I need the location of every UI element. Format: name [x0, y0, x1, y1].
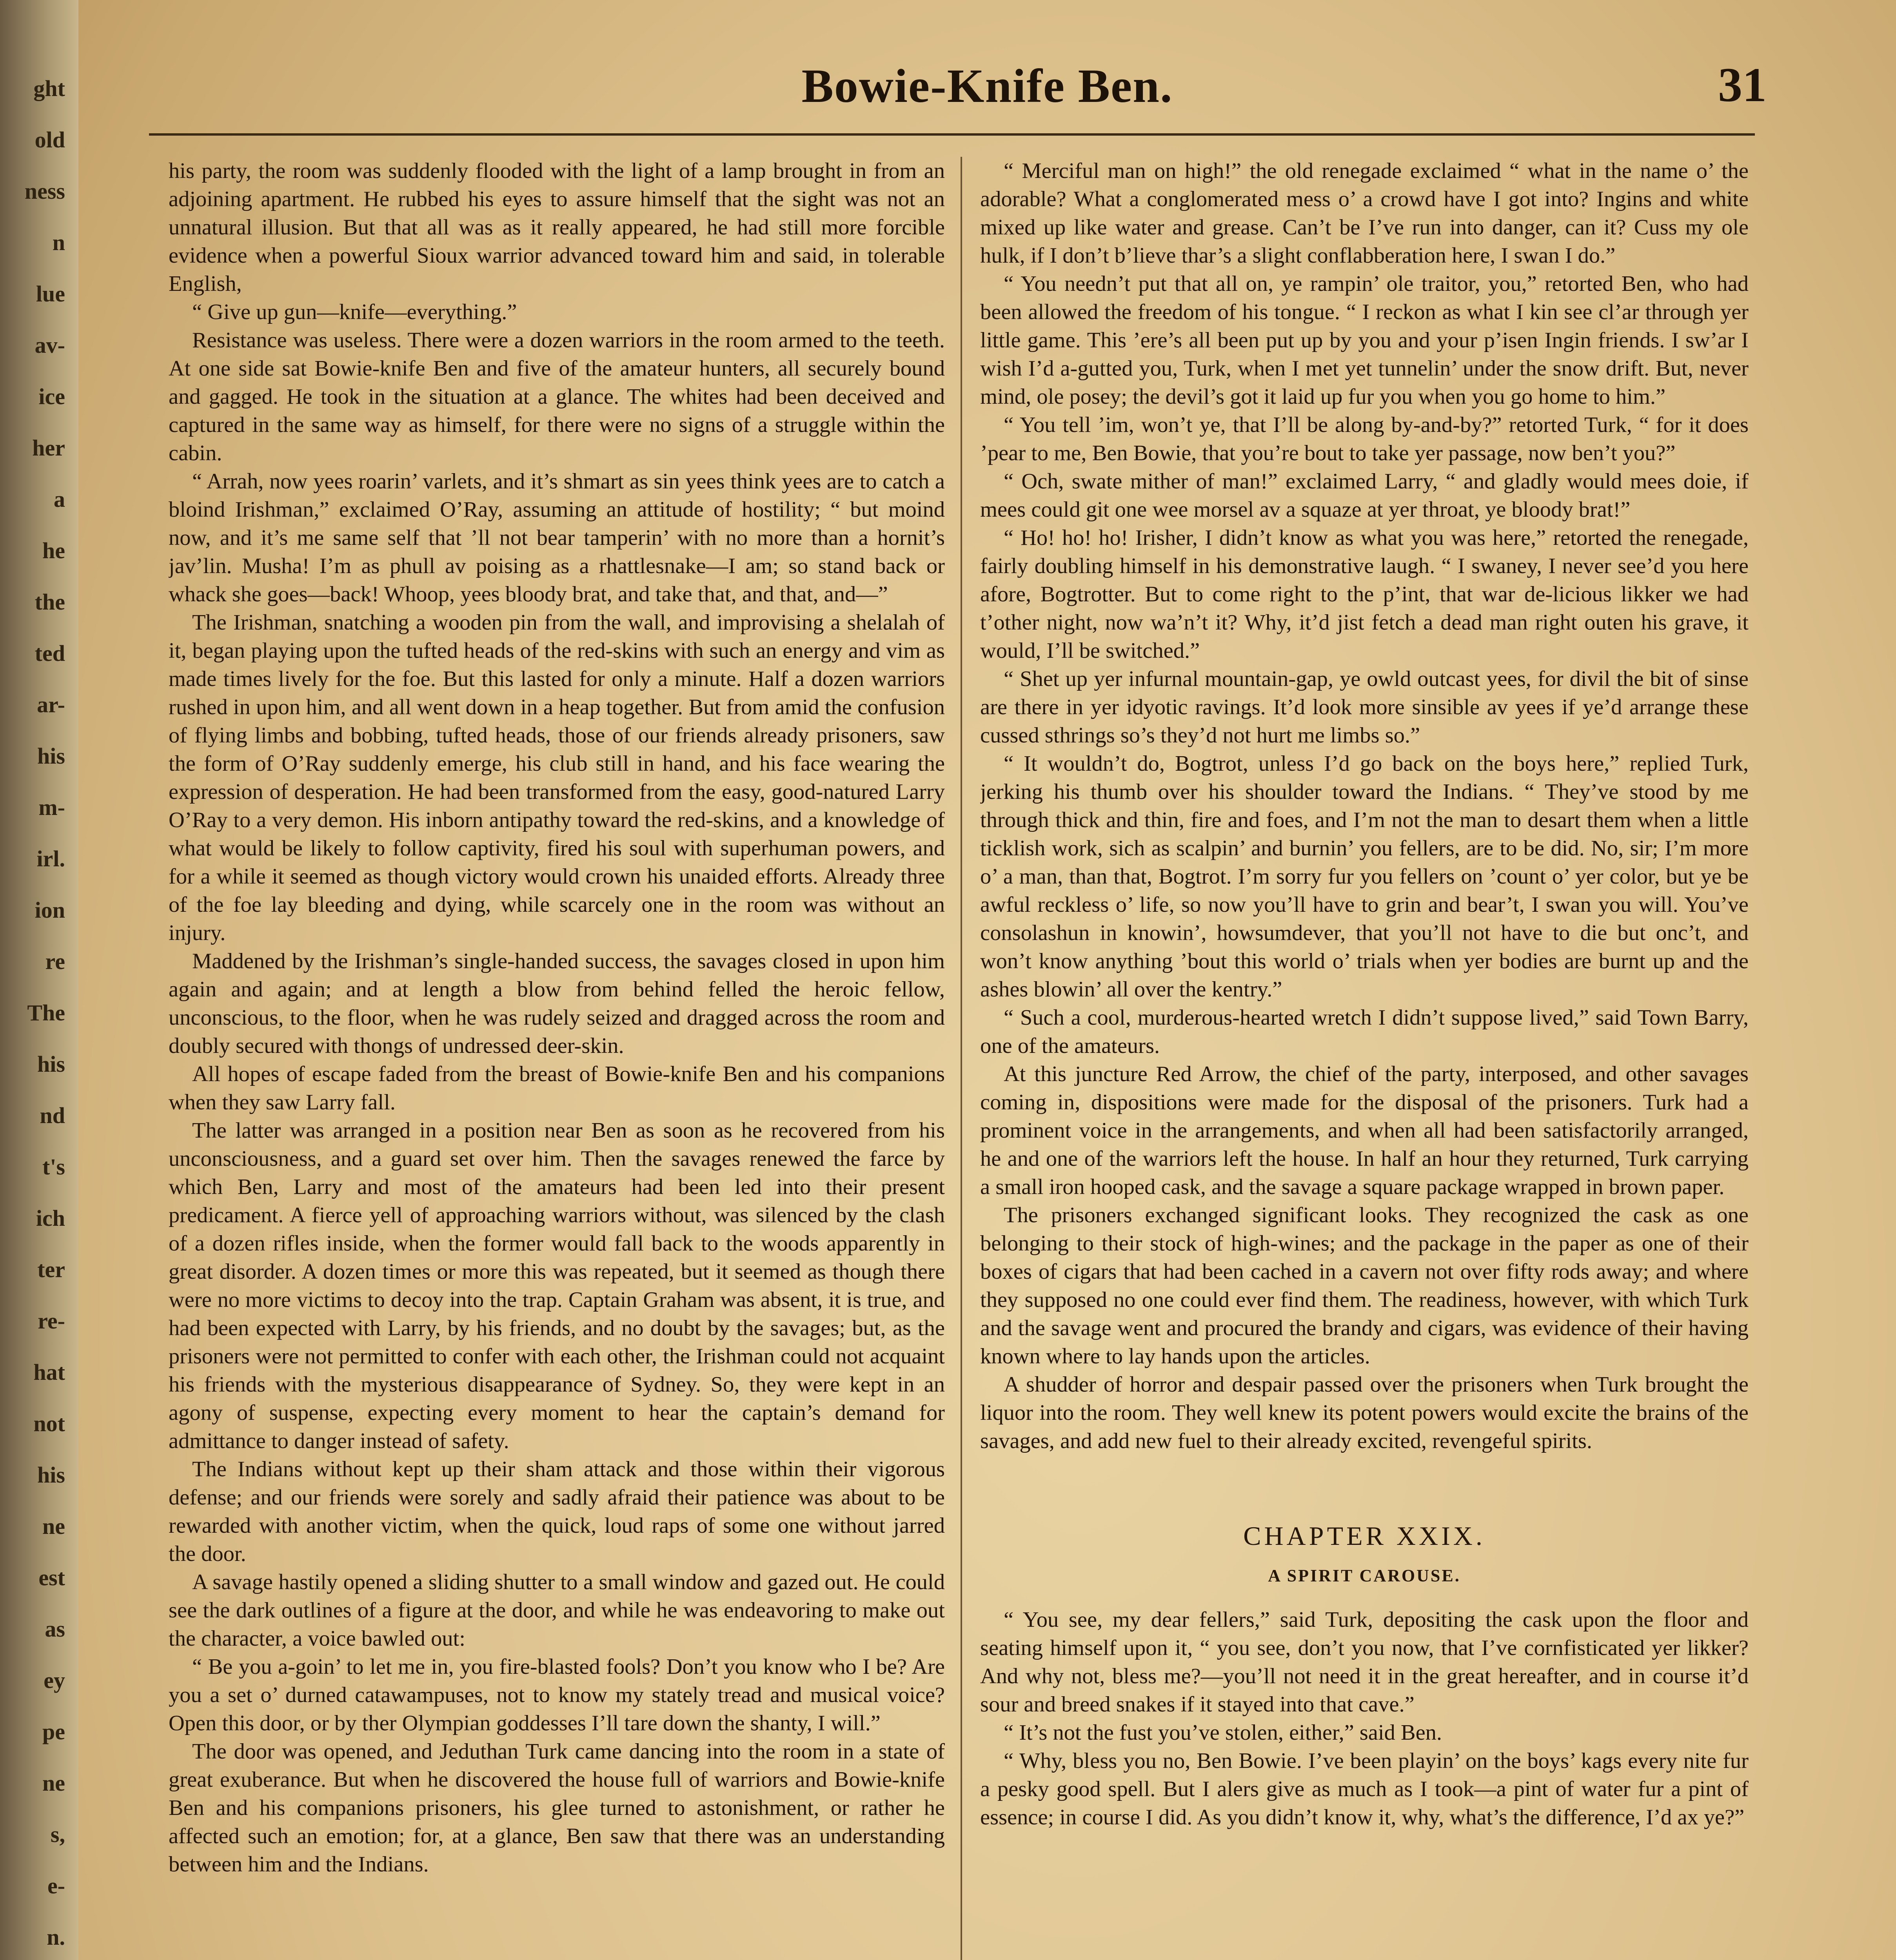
- paragraph: At this juncture Red Arrow, the chief of the party, interposed, and other savages coming in, dispositions were made for the disposal of the prisoners. Turk had a prominent voice in the arrangements, and when all had been satisfactorily arranged, he and one of the warriors left the house. In half an hour they returned, Turk carrying a small iron hooped cask, and the savage a square package wrapped in brown paper.: [980, 1062, 1749, 1199]
- paragraph: “ Give up gun—knife—everything.”: [192, 300, 517, 324]
- paragraph: The door was opened, and Jeduthan Turk came dancing into the room in a state of great exuberance. But when he discovered the house full of warriors and Bowie-knife Ben and his companions prisoners, his glee turned to astonishment, or rather he affected such an emotion; for, at a glance, Ben saw that there was an understanding between him and the Indians.: [169, 1739, 945, 1877]
- margin-fragment: his: [37, 1051, 65, 1077]
- paragraph: “ Why, bless you no, Ben Bowie. I’ve been playin’ on the boys’ kags every nite fur a pesky good spell. But I alers give as much as I took—a pint of water fur a pint of essence; in course I did. As you didn’t know it, why, what’s the difference, I’d ax ye?”: [980, 1749, 1749, 1829]
- margin-fragment: her: [32, 435, 65, 461]
- margin-fragment: ne: [42, 1770, 65, 1796]
- margin-fragment: nd: [40, 1103, 65, 1128]
- paragraph: “ It wouldn’t do, Bogtrot, unless I’d go back on the boys here,” replied Turk, jerking his thumb over his shoulder toward the Indians. “ They’ve stood by me through thick and thin, fire and foes, and I’m not the man to desart them when a little ticklish work, sich as scalpin’ and burnin’ you fellers, are to be did. No, sir; I’m more o’ a man, than that, Bogtrot. I’m sorry fur you fellers on ’count o’ yer color, but ye be awful reckless o’ life, so now you’ll have to grin and bear’t, I swan you will. You’ve consolashun in knowin’, howsumdever, that you’ll not have to die but onc’t, and won’t know anything ’bout this world o’ trials when yer bodies are burnt up and the ashes blowin’ all over the kentry.”: [980, 751, 1749, 1002]
- paragraph: “ Shet up yer infurnal mountain-gap, ye owld outcast yees, for divil the bit of sinse are there in yer idyotic ravings. It’d look more sinsible av yees if ye’d arrange these cussed sthrings so’s they’d not hurt me limbs so.”: [980, 667, 1749, 748]
- running-title: Bowie-Knife Ben.: [801, 60, 1173, 113]
- page-number: 31: [1718, 58, 1767, 112]
- page-header: [78, 59, 1896, 118]
- margin-fragment: ne: [42, 1514, 65, 1539]
- left-column: [169, 157, 945, 1960]
- right-column: [980, 157, 1749, 1960]
- paragraph: A shudder of horror and despair passed over the prisoners when Turk brought the liquor into the room. They well knew its potent powers would excite the brains of the savages, and add new fuel to their already excited, revengeful spirits.: [980, 1372, 1749, 1453]
- paragraph: “ Merciful man on high!” the old renegade exclaimed “ what in the name o’ the adorable? What a conglomerated mess o’ a crowd have I got into? Ingins and white mixed up like water and grease. Can’t be I’ve run into danger, can it? Cuss my ole hulk, if I don’t b’lieve thar’s a slight conflabberation here, I swan I do.”: [980, 159, 1749, 268]
- margin-fragment: pe: [42, 1719, 65, 1744]
- margin-fragment: ey: [44, 1668, 65, 1693]
- column-divider: [961, 157, 962, 1960]
- chapter-title: CHAPTER XXIX.: [1243, 1521, 1486, 1551]
- margin-fragment: est: [38, 1565, 65, 1590]
- header-rule: [149, 133, 1755, 136]
- paragraph: “ Och, swate mither of man!” exclaimed Larry, “ and gladly would mees doie, if mees could git one wee morsel av a squaze at yer throat, ye bloody brat!”: [980, 469, 1749, 522]
- margin-fragment: ich: [36, 1205, 65, 1231]
- margin-fragment: ion: [35, 897, 65, 923]
- paragraph: “ You see, my dear fellers,” said Turk, depositing the cask upon the floor and seating himself upon it, “ you see, don’t you now, that I’ve cornfisticated yer likker? And why not, bless me?—you’ll not need it in the great hereafter, and in course it’d sour and breed snakes if it stayed into that cave.”: [980, 1608, 1749, 1717]
- margin-fragment: ar-: [37, 692, 65, 717]
- margin-fragment: re: [45, 949, 65, 974]
- margin-fragment: s,: [50, 1822, 65, 1847]
- paragraph: Maddened by the Irishman’s single-handed success, the savages closed in upon him again and again; and at length a blow from behind felled the heroic fellow, unconscious, to the floor, when he was rudely seized and dragged across the room and doubly secured with thongs of undressed deer-skin.: [169, 949, 945, 1058]
- paragraph: “ You tell ’im, won’t ye, that I’ll be along by-and-by?” retorted Turk, “ for it does ’pear to me, Ben Bowie, that you’re bout to take yer passage, now ben’t you?”: [980, 413, 1749, 465]
- margin-fragment: ted: [35, 641, 65, 666]
- paragraph: “ Arrah, now yees roarin’ varlets, and it’s shmart as sin yees think yees are to catch a bloind Irishman,” exclaimed O’Ray, assuming an attitude of hostility; “ but moind now, and it’s me same self that ’ll not bear tamperin’ with no more than a hornit’s jav’lin. Musha! I’m as phull av poising as a rhattlesnake—I am; so stand back or whack she goes—back! Whoop, yees bloody brat, and take that, and that, and—”: [169, 469, 945, 606]
- margin-fragment: n.: [47, 1924, 65, 1950]
- paragraph: The Indians without kept up their sham attack and those within their vigorous defense; and our friends were sorely and sadly afraid their patience was about to be rewarded with another victim, when the quick, loud raps of some one without jarred the door.: [169, 1457, 945, 1566]
- chapter-body: [980, 1606, 1749, 1831]
- margin-fragment: irl.: [36, 846, 65, 871]
- magazine-page: [78, 0, 1896, 1960]
- paragraph: A savage hastily opened a sliding shutter to a small window and gazed out. He could see the dark outlines of a figure at the door, and while he was endeavoring to make out the character, a voice bawled out:: [169, 1570, 945, 1651]
- paragraph: “ Ho! ho! ho! Irisher, I didn’t know as what you was here,” retorted the renegade, fairly doubling himself in his demonstrative laugh. “ I swaney, I never see’d you here afore, Bogtrotter. But to come right to the p’int, that war de-licious likker we had t’other night, now wa’n’t it? Why, it’d jist fetch a dead man right outen his grave, it would, I’ll be switched.”: [980, 526, 1749, 663]
- paragraph: The prisoners exchanged significant looks. They recognized the cask as one belonging to their stock of high-wines; and the package in the paper as one of their boxes of cigars that had been cached in a cavern not over fifty rods away; and where they supposed no one could ever find them. The readiness, however, with which Turk and the savage went and procured the brandy and cigars, was evidence of their having known where to lay hands upon the articles.: [980, 1203, 1749, 1368]
- margin-fragment: ght: [33, 76, 65, 101]
- margin-fragment: a: [54, 486, 65, 512]
- margin-fragment: old: [35, 127, 65, 152]
- margin-fragment: he: [42, 538, 65, 563]
- margin-fragment: ness: [24, 178, 65, 204]
- margin-fragment: re-: [38, 1308, 65, 1334]
- margin-fragment: his: [37, 743, 65, 769]
- margin-fragment: e-: [47, 1873, 65, 1898]
- paragraph: “ You needn’t put that all on, ye rampin’ ole traitor, you,” retorted Ben, who had been allowed the freedom of his tongue. “ I reckon as what I kin see cl’ar through yer little game. This ’ere’s all been put up by you and your p’isen Ingin friends. I sw’ar I wish I’d a-gutted you, Turk, when I met yet tunnelin’ under the snow drift. But, never mind, ole posey; the devil’s got it laid up fur you when you go home to him.”: [980, 272, 1749, 409]
- margin-fragment: as: [45, 1616, 65, 1642]
- paragraph: “ Such a cool, murderous-hearted wretch I didn’t suppose lived,” said Town Barry, one of the amateurs.: [980, 1005, 1749, 1058]
- margin-fragment: his: [37, 1462, 65, 1488]
- margin-fragment: not: [33, 1411, 65, 1436]
- paragraph: “ Be you a-goin’ to let me in, you fire-blasted fools? Don’t you know who I be? Are you a set o’ durned catawampuses, not to know my stately tread and musical voice? Open this door, or by ther Olympian goddesses I’ll tare down the shanty, I will.”: [169, 1655, 945, 1735]
- margin-fragment: hat: [33, 1359, 65, 1385]
- paragraph: his party, the room was suddenly flooded with the light of a lamp brought in from an adjoining apartment. He rubbed his eyes to assure himself that the sight was not an unnatural illusion. But that all was as it really appeared, he had still more forcible evidence when a powerful Sioux warrior advanced toward him and said, in tolerable English,: [169, 159, 945, 296]
- margin-fragment: ice: [38, 384, 65, 409]
- paragraph: The latter was arranged in a position near Ben as soon as he recovered from his unconsciousness, and a guard set over him. Then the savages renewed the farce by which Ben, Larry and most of the amateurs had been led into their present predicament. A fierce yell of approaching warriors without, was silenced by the clash of a dozen rifles inside, when the former would fall back to the woods apparently in great disorder. A dozen times or more this was repeated, but it seemed as though there were no more victims to decoy into the trap. Captain Graham was absent, it is true, and had been expected with Larry, by his friends, and no doubt by the savages; but, as the prisoners were not permitted to confer with each other, the Irishman could not acquaint his friends with the mysterious disappearance of Sydney. So, they were kept in an agony of suspense, expecting every moment to hear the captain’s demand for admittance to danger instead of safety.: [169, 1118, 945, 1453]
- margin-fragment: n: [52, 230, 65, 255]
- margin-fragment: t's: [42, 1154, 65, 1180]
- margin-fragment: ter: [37, 1257, 65, 1282]
- previous-page-edge: [0, 63, 71, 1960]
- paragraph: All hopes of escape faded from the breast of Bowie-knife Ben and his companions when they saw Larry fall.: [169, 1062, 945, 1114]
- chapter-subtitle: A SPIRIT CAROUSE.: [1268, 1566, 1461, 1585]
- paragraph: Resistance was useless. There were a dozen warriors in the room armed to the teeth. At one side sat Bowie-knife Ben and five of the amateur hunters, all securely bound and gagged. He took in the situation at a glance. The whites had been deceived and captured in the same way as himself, for there were no signs of a struggle within the cabin.: [169, 328, 945, 465]
- margin-fragment: the: [35, 589, 65, 615]
- right-column-text: [980, 157, 1749, 1455]
- margin-fragment: The: [27, 1000, 65, 1025]
- margin-fragment: m-: [38, 795, 65, 820]
- paragraph: “ It’s not the fust you’ve stolen, either,” said Ben.: [1004, 1720, 1442, 1745]
- margin-fragment: lue: [36, 281, 65, 307]
- margin-fragment: av-: [35, 332, 65, 358]
- paragraph: The Irishman, snatching a wooden pin from the wall, and improvising a shelalah of it, began playing upon the tufted heads of the red-skins with such an energy and vim as made times lively for the foe. But this lasted for only a minute. Half a dozen warriors rushed in upon him, and all went down in a heap together. But from amid the confusion of flying limbs and bobbing, tufted heads, those of our friends already prisoners, saw the form of O’Ray suddenly emerge, his club still in hand, and his face wearing the expression of desperation. He had been transformed from the easy, good-natured Larry O’Ray to a very demon. His inborn antipathy toward the red-skins, and a knowledge of what would be likely to follow captivity, fired his soul with superhuman powers, and for a while it seemed as though victory would crown his unaided efforts. Already three of the foe lay bleeding and dying, while scarcely one in the room was without an injury.: [169, 610, 945, 945]
